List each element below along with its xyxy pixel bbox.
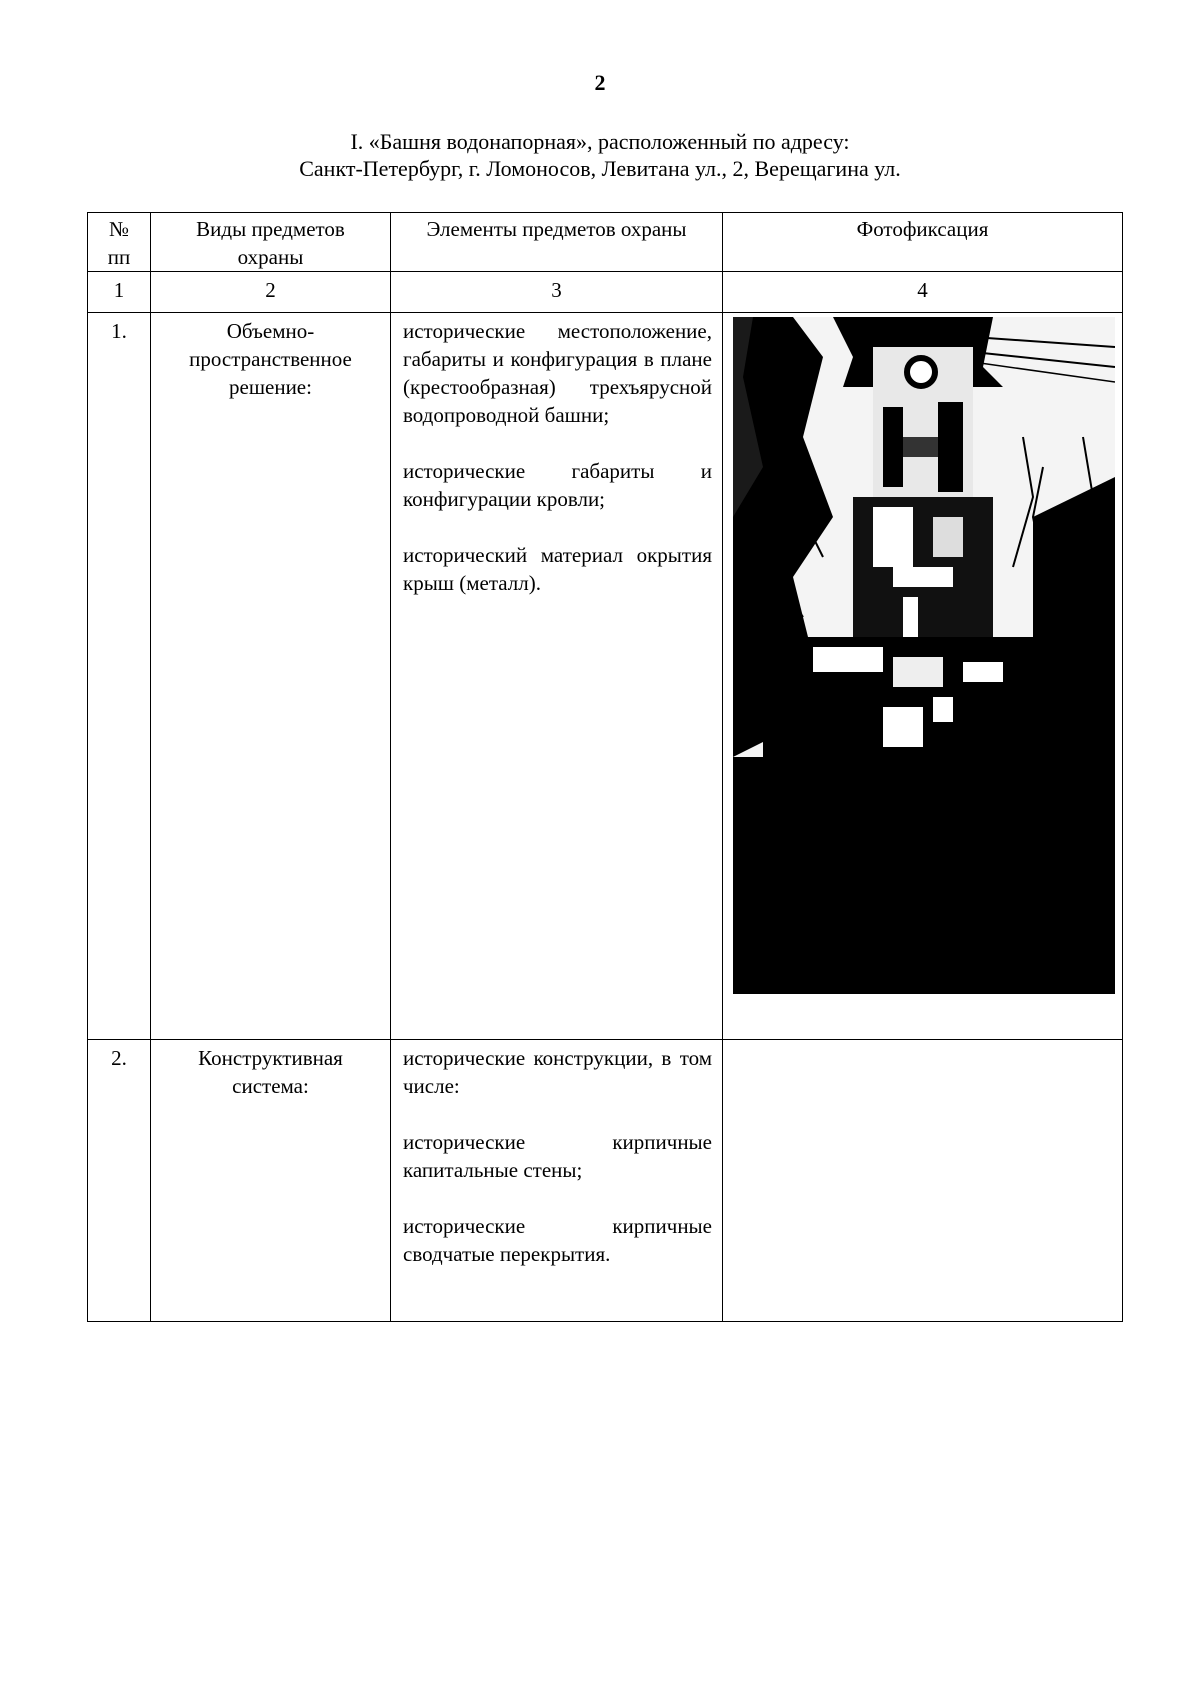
heading-line-1: I. «Башня водонапорная», расположенный по адресу: (350, 129, 850, 154)
header-protection-types: Виды предметов охраны (196, 217, 345, 269)
water-tower-photo (733, 317, 1115, 994)
table-row (88, 313, 1123, 1040)
page-number: 2 (594, 70, 606, 95)
row-number: 2. (111, 1046, 127, 1070)
element-paragraph: исторические конструкции, в том числе: (403, 1046, 712, 1098)
element-paragraph: исторические кирпичные сводчатые перекрытия. (403, 1214, 712, 1266)
protection-elements (391, 313, 722, 597)
protection-type: Объемно-пространственное решение: (189, 319, 352, 399)
element-paragraph: исторические местоположение, габариты и конфигурация в плане (крестообразная) трехъярусной водопроводной башни; (403, 319, 712, 427)
row-number: 1. (111, 319, 127, 343)
protection-items-table (87, 212, 1123, 1322)
header-photo: Фотофиксация (856, 217, 989, 241)
element-paragraph: исторические кирпичные капитальные стены; (403, 1130, 712, 1182)
column-number: 2 (265, 278, 276, 302)
element-paragraph: исторические габариты и конфигурации кровли; (403, 459, 712, 511)
column-number: 1 (113, 278, 125, 302)
column-number: 4 (917, 278, 928, 302)
header-protection-elements: Элементы предметов охраны (426, 217, 687, 241)
header-number: № пп (107, 217, 131, 269)
document-heading (0, 128, 1200, 182)
table-column-numbers-row (88, 272, 1123, 313)
column-number: 3 (551, 278, 562, 302)
heading-line-2: Санкт-Петербург, г. Ломоносов, Левитана ул., 2, Верещагина ул. (299, 156, 901, 181)
protection-elements (391, 1040, 722, 1268)
table-header-row (88, 213, 1123, 272)
protection-type: Конструктивная система: (198, 1046, 343, 1098)
element-paragraph: исторический материал окрытия крыш (металл). (403, 543, 712, 595)
table-row (88, 1040, 1123, 1322)
